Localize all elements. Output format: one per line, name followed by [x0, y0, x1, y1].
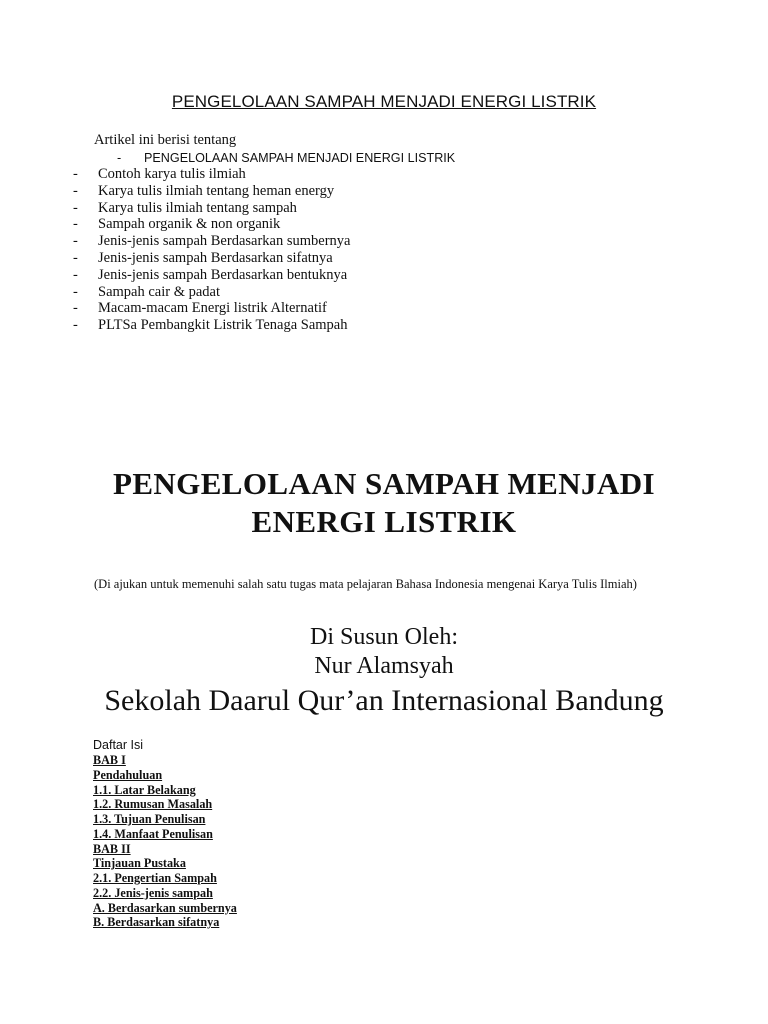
toc-link-tujuan-penulisan[interactable]: 1.3. Tujuan Penulisan — [93, 812, 206, 826]
list-item — [73, 183, 350, 200]
bullet-dash: - — [73, 283, 78, 300]
topic-label: Sampah organik & non organik — [98, 216, 281, 233]
toc-link-pengertian-sampah[interactable]: 2.1. Pengertian Sampah — [93, 871, 217, 885]
toc-link-tinjauan-pustaka[interactable]: Tinjauan Pustaka — [93, 856, 186, 871]
topic-label: Karya tulis ilmiah tentang sampah — [98, 199, 297, 216]
table-of-contents — [93, 753, 237, 930]
topic-label: PLTSa Pembangkit Listrik Tenaga Sampah — [98, 317, 348, 334]
toc-link-rumusan-masalah[interactable]: 1.2. Rumusan Masalah — [93, 797, 213, 812]
topic-list — [73, 166, 350, 334]
list-item — [73, 216, 350, 233]
cover-title-line-2: ENERGI LISTRIK — [251, 504, 517, 539]
topic-label: Contoh karya tulis ilmiah — [98, 166, 246, 182]
list-item — [73, 250, 350, 267]
cover-title — [0, 465, 768, 541]
list-item — [73, 267, 350, 284]
topic-label: Jenis-jenis sampah Berdasarkan sifatnya — [98, 249, 333, 266]
topic-label: Karya tulis ilmiah tentang heman energy — [98, 182, 335, 199]
list-item — [73, 300, 350, 317]
bullet-dash: - — [73, 216, 78, 233]
toc-link-latar-belakang[interactable]: 1.1. Latar Belakang — [93, 782, 196, 797]
bullet-dash: - — [73, 317, 78, 334]
bullet-dash: - — [73, 300, 78, 317]
cover-note: (Di ajukan untuk memenuhi salah satu tugas mata pelajaran Bahasa Indonesia mengenai Karya Tulis Ilmiah) — [94, 577, 637, 591]
list-item — [73, 233, 350, 250]
intro-sub-item-label: PENGELOLAAN SAMPAH MENJADI ENERGI LISTRIK — [144, 151, 456, 165]
toc-item — [93, 915, 237, 930]
toc-item — [93, 901, 237, 916]
bullet-dash: - — [73, 233, 78, 250]
author-label: Di Susun Oleh: — [309, 624, 458, 650]
intro-text: Artikel ini berisi tentang — [94, 132, 237, 148]
bullet-dash: - — [73, 266, 78, 283]
list-item — [73, 166, 350, 183]
school-name: Sekolah Daarul Qur’an Internasional Bandung — [104, 684, 664, 717]
toc-link-bab-2[interactable]: BAB II — [93, 841, 131, 856]
bullet-dash: - — [117, 151, 122, 165]
topic-label: Sampah cair & padat — [98, 283, 220, 300]
toc-item — [93, 812, 237, 827]
page-header-title: PENGELOLAAN SAMPAH MENJADI ENERGI LISTRIK — [171, 92, 597, 111]
toc-item — [93, 753, 237, 768]
topic-label: Jenis-jenis sampah Berdasarkan bentuknya — [98, 266, 348, 283]
author-name: Nur Alamsyah — [314, 653, 454, 679]
toc-link-berdasarkan-sifat[interactable]: B. Berdasarkan sifatnya — [93, 915, 220, 930]
toc-item — [93, 871, 237, 886]
toc-item — [93, 856, 237, 871]
topic-label: Jenis-jenis sampah Berdasarkan sumbernya — [98, 233, 351, 250]
toc-link-pendahuluan[interactable]: Pendahuluan — [93, 767, 163, 782]
bullet-dash: - — [73, 166, 78, 182]
bullet-dash: - — [73, 182, 78, 199]
intro-sub-item — [117, 151, 455, 165]
toc-heading: Daftar Isi — [93, 738, 144, 752]
bullet-dash: - — [73, 199, 78, 216]
bullet-dash: - — [73, 249, 78, 266]
list-item — [73, 317, 350, 334]
toc-link-berdasarkan-sumber[interactable]: A. Berdasarkan sumbernya — [93, 900, 237, 915]
toc-item — [93, 783, 237, 798]
toc-item — [93, 827, 237, 842]
toc-item — [93, 842, 237, 857]
list-item — [73, 284, 350, 301]
toc-item — [93, 886, 237, 901]
cover-title-line-1: PENGELOLAAN SAMPAH MENJADI — [112, 466, 655, 501]
topic-label: Macam-macam Energi listrik Alternatif — [98, 300, 327, 317]
toc-link-jenis-sampah[interactable]: 2.2. Jenis-jenis sampah — [93, 885, 213, 900]
list-item — [73, 200, 350, 217]
toc-item — [93, 797, 237, 812]
toc-link-manfaat-penulisan[interactable]: 1.4. Manfaat Penulisan — [93, 826, 213, 841]
toc-link-bab-1[interactable]: BAB I — [93, 753, 126, 767]
toc-item — [93, 768, 237, 783]
